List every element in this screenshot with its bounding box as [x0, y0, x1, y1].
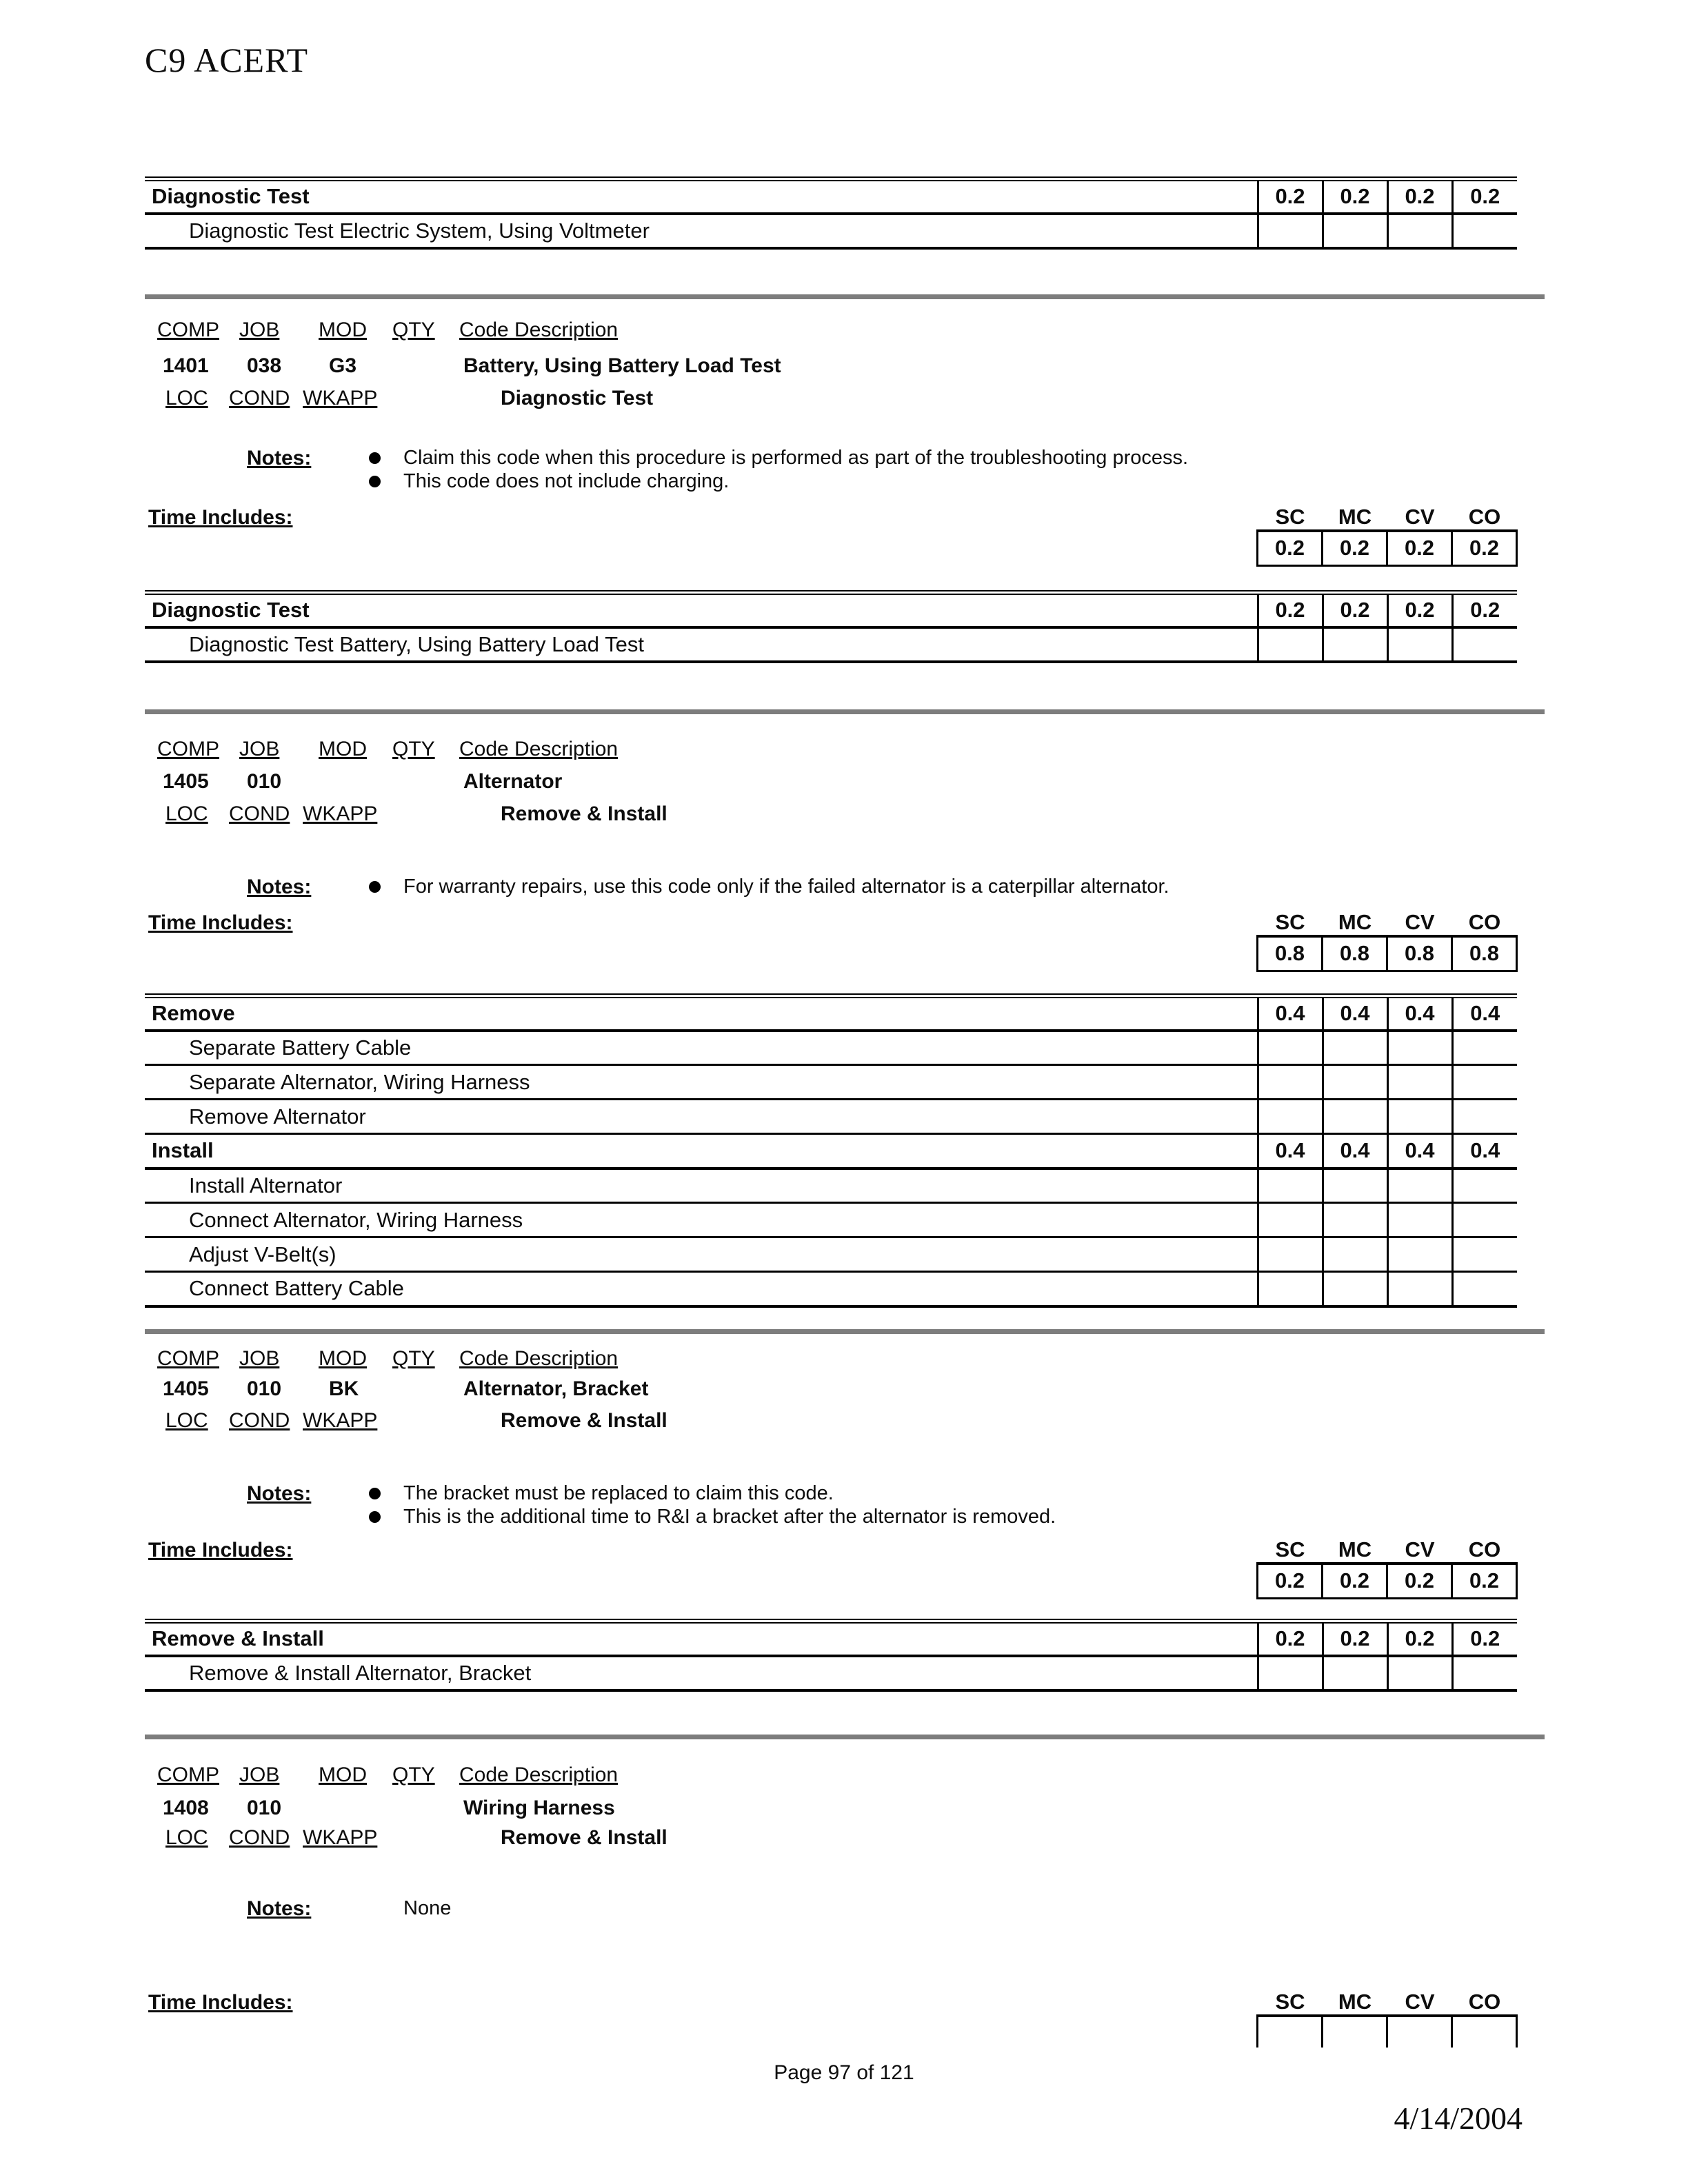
time-cell-empty — [1387, 214, 1452, 248]
section-divider — [145, 1735, 1545, 1739]
sc-header: SC — [1275, 1537, 1305, 1561]
time-row-sublabel: Diagnostic Test Battery, Using Battery Load Test — [189, 631, 644, 656]
time-cell-sc: 0.4 — [1258, 996, 1323, 1031]
mod-header: MOD — [319, 738, 367, 760]
time-cell-cv: 0.2 — [1387, 593, 1452, 627]
time-includes-values-partial — [1256, 2014, 1518, 2048]
time-row-sublabel: Install Alternator — [189, 1173, 343, 1197]
time-cell-empty — [1452, 1203, 1517, 1237]
time-cell-sc: 0.2 — [1258, 1621, 1323, 1656]
time-cell-co: 0.2 — [1452, 179, 1517, 214]
mod-value: BK — [329, 1377, 359, 1400]
time-cell-mc: 0.2 — [1323, 1621, 1387, 1656]
sc-header: SC — [1275, 505, 1305, 529]
comp-header: COMP — [157, 738, 219, 760]
time-column-headers — [1258, 910, 1518, 935]
time-cell-empty — [1323, 1169, 1387, 1203]
time-cell-cv: 0.2 — [1387, 531, 1452, 565]
table-row — [1258, 1564, 1517, 1598]
time-cell-mc — [1323, 2016, 1387, 2048]
time-row-sublabel: Separate Battery Cable — [189, 1035, 412, 1060]
table-row — [1258, 2016, 1517, 2048]
time-cell-co: 0.4 — [1452, 996, 1517, 1031]
time-cell-empty — [1387, 1031, 1452, 1065]
time-includes-label: Time Includes: — [148, 1539, 293, 1561]
time-row-sublabel: Separate Alternator, Wiring Harness — [189, 1069, 530, 1094]
time-cell-sc — [1258, 2016, 1323, 2048]
cv-header: CV — [1405, 505, 1435, 529]
time-cell-empty — [1258, 214, 1323, 248]
mod-value: G3 — [329, 354, 357, 377]
time-includes-label: Time Includes: — [148, 1991, 293, 2014]
time-cell-empty — [1387, 1272, 1452, 1306]
time-cell-empty — [1258, 1100, 1323, 1134]
time-cell-co: 0.2 — [1452, 1564, 1517, 1598]
time-cell-empty — [1452, 1237, 1517, 1272]
time-row-label: Remove — [152, 1001, 235, 1026]
job-header: JOB — [239, 318, 280, 341]
table-row — [145, 1134, 1517, 1169]
wkapp-header: WKAPP — [303, 1826, 378, 1849]
cv-header: CV — [1405, 1990, 1435, 2014]
time-cell-mc: 0.2 — [1323, 179, 1387, 214]
mod-header: MOD — [319, 318, 367, 341]
sc-header: SC — [1275, 1990, 1305, 2014]
code-value-row — [0, 354, 1688, 383]
time-cell-empty — [1323, 1203, 1387, 1237]
time-cell-empty — [1387, 1065, 1452, 1100]
table-row — [145, 1272, 1517, 1306]
time-cell-mc: 0.4 — [1323, 996, 1387, 1031]
time-cell-cv: 0.2 — [1387, 179, 1452, 214]
code-column-headers — [0, 1763, 1688, 1792]
time-cell-empty — [1323, 1100, 1387, 1134]
time-cell-empty — [1258, 1237, 1323, 1272]
bullet-icon — [369, 476, 381, 487]
code-description-value: Alternator — [463, 770, 563, 793]
time-cell-empty — [1323, 1656, 1387, 1690]
time-cell-empty — [1323, 1272, 1387, 1306]
time-cell-sc: 0.2 — [1258, 531, 1323, 565]
mc-header: MC — [1338, 910, 1372, 934]
time-cell-empty — [1258, 1272, 1323, 1306]
time-cell-cv: 0.8 — [1387, 936, 1452, 971]
time-cell-mc: 0.4 — [1323, 1134, 1387, 1169]
table-row — [145, 996, 1517, 1031]
time-cell-empty — [1452, 1065, 1517, 1100]
time-includes-values — [1256, 529, 1518, 567]
time-column-headers — [1258, 1537, 1518, 1562]
job-header: JOB — [239, 738, 280, 760]
sc-header: SC — [1275, 910, 1305, 934]
carryover-time-table — [145, 176, 1517, 250]
time-cell-empty — [1387, 1203, 1452, 1237]
time-cell-empty — [1387, 1169, 1452, 1203]
job-value: 010 — [247, 1797, 282, 1819]
time-cell-empty — [1323, 627, 1387, 662]
time-cell-empty — [1452, 1272, 1517, 1306]
time-row-label: Remove & Install — [152, 1626, 324, 1651]
time-cell-co: 0.2 — [1452, 1621, 1517, 1656]
cv-header: CV — [1405, 910, 1435, 934]
time-cell-cv: 0.4 — [1387, 1134, 1452, 1169]
time-cell-empty — [1323, 1031, 1387, 1065]
code-description-header: Code Description — [459, 1763, 619, 1786]
time-column-headers — [1258, 1990, 1518, 2014]
time-cell-sc: 0.2 — [1258, 593, 1323, 627]
notes-label: Notes: — [247, 447, 312, 469]
comp-header: COMP — [157, 1763, 219, 1786]
time-row-label: Diagnostic Test — [152, 184, 310, 209]
time-cell-empty — [1387, 1656, 1452, 1690]
table-row — [145, 214, 1517, 248]
time-cell-empty — [1258, 627, 1323, 662]
time-cell-sc: 0.2 — [1258, 1564, 1323, 1598]
time-cell-empty — [1258, 1065, 1323, 1100]
job-value: 038 — [247, 354, 282, 377]
note-text: None — [403, 1897, 452, 1919]
time-cell-empty — [1452, 214, 1517, 248]
time-cell-empty — [1258, 1169, 1323, 1203]
qty-header: QTY — [392, 1763, 435, 1786]
job-value: 010 — [247, 1377, 282, 1400]
time-row-sublabel: Remove & Install Alternator, Bracket — [189, 1660, 532, 1685]
job-header: JOB — [239, 1347, 280, 1370]
time-cell-empty — [1387, 1100, 1452, 1134]
wkapp-header: WKAPP — [303, 387, 378, 410]
mc-header: MC — [1338, 1990, 1372, 2014]
note-text: Claim this code when this procedure is performed as part of the troubleshooting process. — [403, 447, 1189, 469]
time-cell-empty — [1258, 1031, 1323, 1065]
code-column-headers — [0, 738, 1688, 767]
time-includes-label: Time Includes: — [148, 911, 293, 934]
cond-header: COND — [229, 802, 290, 825]
code-description-header: Code Description — [459, 738, 619, 760]
time-cell-sc: 0.8 — [1258, 936, 1323, 971]
comp-value: 1408 — [163, 1797, 209, 1819]
cond-header: COND — [229, 1826, 290, 1849]
table-row — [145, 1031, 1517, 1065]
remove-install-bracket-table — [145, 1619, 1517, 1692]
page-title: C9 ACERT — [145, 41, 308, 79]
job-header: JOB — [239, 1763, 280, 1786]
loc-header: LOC — [165, 802, 208, 825]
comp-header: COMP — [157, 318, 219, 341]
co-header: CO — [1468, 505, 1501, 529]
table-row — [145, 1237, 1517, 1272]
time-cell-empty — [1387, 1237, 1452, 1272]
time-cell-cv — [1387, 2016, 1452, 2048]
table-row — [145, 1100, 1517, 1134]
section-divider — [145, 1329, 1545, 1334]
remove-install-table — [145, 993, 1517, 1308]
table-row — [145, 1656, 1517, 1690]
time-cell-empty — [1387, 627, 1452, 662]
note-text: This is the additional time to R&I a bracket after the alternator is removed. — [403, 1506, 1056, 1528]
time-cell-empty — [1452, 1169, 1517, 1203]
time-cell-empty — [1452, 627, 1517, 662]
table-row — [145, 1169, 1517, 1203]
code-value-row — [0, 1377, 1688, 1406]
time-cell-empty — [1258, 1656, 1323, 1690]
time-includes-values — [1256, 1562, 1518, 1599]
notes-label: Notes: — [247, 1482, 312, 1505]
bullet-icon — [369, 881, 381, 893]
bullet-icon — [369, 1488, 381, 1499]
loc-header: LOC — [165, 387, 208, 410]
code-description-value: Battery, Using Battery Load Test — [463, 354, 781, 377]
qty-header: QTY — [392, 318, 435, 341]
loc-header: LOC — [165, 1409, 208, 1432]
time-cell-empty — [1452, 1656, 1517, 1690]
time-cell-mc: 0.2 — [1323, 531, 1387, 565]
time-cell-mc: 0.2 — [1323, 1564, 1387, 1598]
cv-header: CV — [1405, 1537, 1435, 1561]
table-row — [145, 627, 1517, 662]
loc-header: LOC — [165, 1826, 208, 1849]
table-row — [145, 1621, 1517, 1656]
time-includes-label: Time Includes: — [148, 506, 293, 529]
code-description-header: Code Description — [459, 1347, 619, 1370]
table-row — [1258, 531, 1517, 565]
section-divider — [145, 709, 1545, 714]
co-header: CO — [1468, 910, 1501, 934]
time-cell-mc: 0.8 — [1323, 936, 1387, 971]
loc-cond-wkapp-row — [0, 1409, 1688, 1438]
table-row — [1258, 936, 1517, 971]
note-text: For warranty repairs, use this code only if the failed alternator is a caterpillar alternator. — [403, 876, 1169, 898]
time-cell-empty — [1258, 1203, 1323, 1237]
table-row — [145, 1065, 1517, 1100]
operation-value: Remove & Install — [501, 1409, 667, 1432]
time-row-label: Install — [152, 1138, 214, 1163]
note-text: This code does not include charging. — [403, 470, 730, 492]
time-cell-empty — [1323, 1237, 1387, 1272]
time-cell-empty — [1452, 1031, 1517, 1065]
qty-header: QTY — [392, 738, 435, 760]
time-cell-sc: 0.2 — [1258, 179, 1323, 214]
time-cell-co: 0.8 — [1452, 936, 1517, 971]
time-row-label: Diagnostic Test — [152, 598, 310, 623]
time-cell-empty — [1323, 1065, 1387, 1100]
loc-cond-wkapp-row — [0, 1826, 1688, 1855]
wkapp-header: WKAPP — [303, 1409, 378, 1432]
job-value: 010 — [247, 770, 282, 793]
note-text: The bracket must be replaced to claim this code. — [403, 1482, 834, 1504]
code-description-value: Alternator, Bracket — [463, 1377, 649, 1400]
comp-value: 1405 — [163, 1377, 209, 1400]
bullet-icon — [369, 1511, 381, 1523]
time-row-sublabel: Remove Alternator — [189, 1104, 366, 1129]
time-cell-sc: 0.4 — [1258, 1134, 1323, 1169]
time-cell-mc: 0.2 — [1323, 593, 1387, 627]
code-description-value: Wiring Harness — [463, 1797, 615, 1819]
qty-header: QTY — [392, 1347, 435, 1370]
loc-cond-wkapp-row — [0, 802, 1688, 831]
operation-value: Diagnostic Test — [501, 387, 654, 410]
notes-label: Notes: — [247, 876, 312, 898]
time-cell-cv: 0.2 — [1387, 1621, 1452, 1656]
comp-header: COMP — [157, 1347, 219, 1370]
mc-header: MC — [1338, 505, 1372, 529]
co-header: CO — [1468, 1990, 1501, 2014]
time-includes-values — [1256, 935, 1518, 972]
section-divider — [145, 294, 1545, 299]
loc-cond-wkapp-row — [0, 387, 1688, 416]
time-cell-co — [1452, 2016, 1517, 2048]
code-column-headers — [0, 1347, 1688, 1376]
mod-header: MOD — [319, 1763, 367, 1786]
co-header: CO — [1468, 1537, 1501, 1561]
mc-header: MC — [1338, 1537, 1372, 1561]
comp-value: 1405 — [163, 770, 209, 793]
time-row-sublabel: Connect Battery Cable — [189, 1276, 404, 1301]
notes-label: Notes: — [247, 1897, 312, 1920]
time-row-sublabel: Connect Alternator, Wiring Harness — [189, 1207, 523, 1232]
time-row-sublabel: Adjust V-Belt(s) — [189, 1242, 336, 1266]
time-cell-empty — [1323, 214, 1387, 248]
time-row-sublabel: Diagnostic Test Electric System, Using Voltmeter — [189, 218, 650, 243]
table-row — [145, 1203, 1517, 1237]
time-cell-co: 0.4 — [1452, 1134, 1517, 1169]
table-row — [145, 593, 1517, 627]
mod-header: MOD — [319, 1347, 367, 1370]
code-value-row — [0, 770, 1688, 799]
code-column-headers — [0, 318, 1688, 347]
print-date: 4/14/2004 — [1394, 2101, 1523, 2136]
time-cell-empty — [1452, 1100, 1517, 1134]
comp-value: 1401 — [163, 354, 209, 377]
diagnostic-test-table — [145, 590, 1517, 663]
code-description-header: Code Description — [459, 318, 619, 341]
time-cell-co: 0.2 — [1452, 531, 1517, 565]
bullet-icon — [369, 452, 381, 464]
code-value-row — [0, 1797, 1688, 1826]
page-number: Page 97 of 121 — [774, 2061, 914, 2084]
table-row — [145, 179, 1517, 214]
time-column-headers — [1258, 505, 1518, 529]
time-cell-cv: 0.2 — [1387, 1564, 1452, 1598]
wkapp-header: WKAPP — [303, 802, 378, 825]
time-cell-co: 0.2 — [1452, 593, 1517, 627]
operation-value: Remove & Install — [501, 802, 667, 825]
cond-header: COND — [229, 1409, 290, 1432]
time-cell-cv: 0.4 — [1387, 996, 1452, 1031]
operation-value: Remove & Install — [501, 1826, 667, 1849]
cond-header: COND — [229, 387, 290, 410]
